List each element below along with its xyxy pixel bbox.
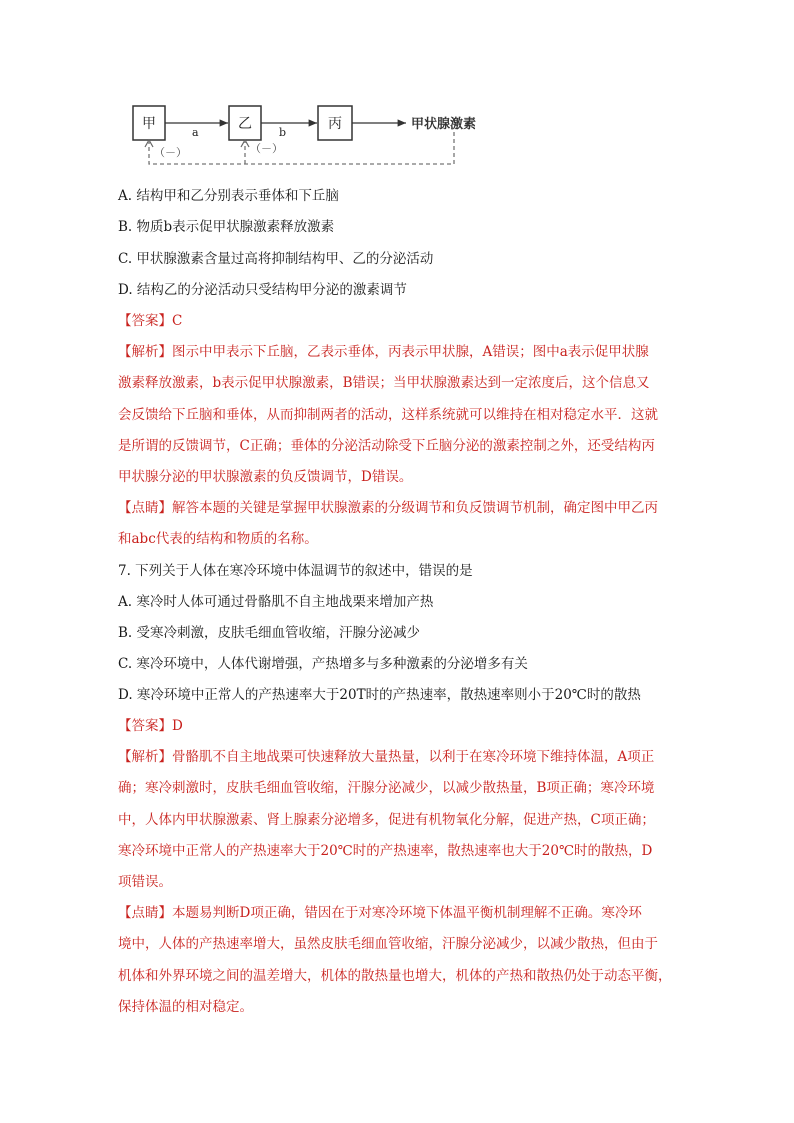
analysis-line: 寒冷环境中正常人的产热速率大于20℃时的产热速率，散热速率也大于20℃时的散热，D	[118, 842, 653, 859]
answer-tag: 【答案】	[118, 313, 172, 329]
answer-tag: 【答案】	[118, 718, 172, 734]
q7-option-a: A. 寒冷时人体可通过骨骼肌不自主地战栗来增加产热	[118, 594, 434, 610]
q7-question: 7. 下列关于人体在寒冷环境中体温调节的叙述中，错误的是	[118, 563, 473, 579]
box-bing-label: 丙	[328, 116, 342, 132]
analysis-line: 【解析】骨骼肌不自主地战栗可快速释放大量热量，以利于在寒冷环境下维持体温，A项正	[118, 749, 655, 765]
analysis-line: 中，人体内甲状腺激素、肾上腺素分泌增多，促进有机物氧化分解，促进产热，C项正确；	[118, 811, 655, 828]
tip-line: 境中，人体的产热速率增大，虽然皮肤毛细血管收缩，汗腺分泌减少，以减少散热，但由于	[118, 936, 658, 953]
hormone-regulation-diagram	[128, 98, 508, 170]
q6-tip	[118, 493, 678, 556]
q6-option-d: D. 结构乙的分泌活动只受结构甲分泌的激素调节	[118, 282, 407, 298]
answer-value: C	[172, 313, 183, 329]
q7-option-c: C. 寒冷环境中，人体代谢增强，产热增多与多种激素的分泌增多有关	[118, 656, 528, 672]
tip-line: 【点睛】本题易判断D项正确，错因在于对寒冷环境下体温平衡机制理解不正确。寒冷环	[118, 905, 642, 921]
tip-line: 【点睛】解答本题的关键是掌握甲状腺激素的分级调节和负反馈调节机制，确定图中甲乙丙	[118, 500, 658, 516]
box-yi-label: 乙	[238, 116, 252, 132]
output-label: 甲状腺激素	[411, 117, 477, 132]
q6-option-a: A. 结构甲和乙分别表示垂体和下丘脑	[118, 188, 339, 204]
box-jia-label: 甲	[142, 116, 156, 132]
analysis-line: 【解析】图示中甲表示下丘脑，乙表示垂体，丙表示甲状腺，A错误；图中a表示促甲状腺	[118, 344, 649, 360]
q7-answer	[118, 717, 183, 735]
tip-line: 和abc代表的结构和物质的名称。	[118, 531, 318, 548]
analysis-line: 是所谓的反馈调节，C正确；垂体的分泌活动除受下丘脑分泌的激素控制之外，还受结构丙	[118, 437, 655, 454]
q7-analysis	[118, 742, 678, 898]
q7-tip	[118, 898, 678, 1023]
q6-analysis	[118, 337, 678, 493]
feedback-label-1: （－）	[154, 146, 187, 159]
label-b: b	[279, 126, 287, 139]
q7-option-d: D. 寒冷环境中正常人的产热速率大于20T时的产热速率，散热速率则小于20℃时的散热	[118, 687, 641, 703]
q7-option-b: B. 受寒冷刺激，皮肤毛细血管收缩，汗腺分泌减少	[118, 625, 421, 641]
analysis-line: 甲状腺分泌的甲状腺激素的负反馈调节，D错误。	[118, 469, 413, 486]
tip-line: 机体和外界环境之间的温差增大，机体的散热量也增大，机体的产热和散热仍处于动态平衡，	[118, 967, 672, 984]
analysis-line: 确；寒冷刺激时，皮肤毛细血管收缩，汗腺分泌减少，以减少散热量，B项正确；寒冷环境	[118, 780, 655, 797]
feedback-label-2: （－）	[250, 142, 283, 155]
q6-answer	[118, 312, 182, 330]
analysis-line: 会反馈给下丘脑和垂体，从而抑制两者的活动，这样系统就可以维持在相对稳定水平．这就	[118, 406, 658, 423]
q6-option-b: B. 物质b表示促甲状腺激素释放激素	[118, 219, 335, 235]
q6-option-c: C. 甲状腺激素含量过高将抑制结构甲、乙的分泌活动	[118, 251, 434, 267]
label-a: a	[192, 126, 199, 139]
answer-value: D	[172, 718, 183, 734]
analysis-line: 激素释放激素，b表示促甲状腺激素，B错误；当甲状腺激素达到一定浓度后，这个信息又	[118, 375, 650, 392]
tip-line: 保持体温的相对稳定。	[118, 998, 253, 1015]
analysis-line: 项错误。	[118, 874, 172, 891]
